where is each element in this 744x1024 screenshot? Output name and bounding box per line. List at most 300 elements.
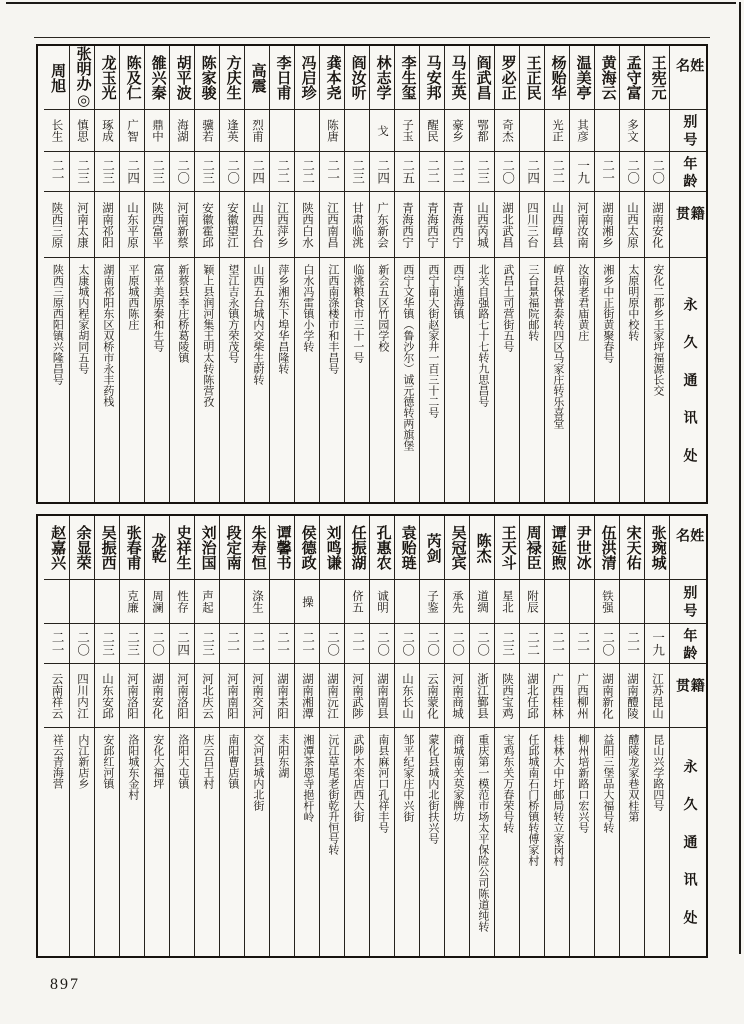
person-name: 龙乾	[149, 532, 166, 563]
person-column	[644, 516, 669, 956]
person-address: 重庆第一模范市场太平保险公司陈道纯转	[476, 734, 489, 932]
person-age-cell	[645, 624, 669, 664]
person-name: 伍洪清	[599, 525, 616, 570]
person-column	[344, 516, 369, 956]
person-age: 二〇	[650, 159, 665, 184]
person-name-cell	[44, 46, 69, 110]
person-alias-cell	[420, 110, 444, 152]
person-address: 武昌土司营街五号	[501, 264, 514, 352]
person-address: 新会五区竹园学校	[376, 264, 389, 352]
person-origin-cell	[470, 664, 494, 728]
person-address-cell	[445, 728, 469, 956]
person-origin-cell	[270, 192, 294, 258]
person-address-cell	[170, 258, 194, 502]
person-alias-cell	[145, 580, 169, 624]
person-age-cell	[145, 624, 169, 664]
person-age-cell	[420, 152, 444, 192]
person-name-cell	[70, 516, 94, 580]
person-name-cell	[470, 516, 494, 580]
person-name-cell	[520, 516, 544, 580]
person-origin-cell	[270, 664, 294, 728]
person-name-cell	[170, 46, 194, 110]
person-age-cell	[120, 152, 144, 192]
person-alias-cell	[320, 580, 344, 624]
person-address: 益阳三堡品大福号转	[601, 734, 614, 833]
person-alias-cell	[320, 110, 344, 152]
person-column	[469, 516, 494, 956]
person-alias: 逢英	[226, 119, 239, 142]
person-column	[544, 46, 569, 502]
header-alias-label	[670, 110, 706, 152]
person-name: 刘治国	[199, 525, 216, 570]
header-address-label	[670, 728, 706, 956]
person-origin-cell	[320, 664, 344, 728]
person-column	[444, 46, 469, 502]
person-age-cell	[170, 624, 194, 664]
person-address: 汝南老君庙黄庄	[576, 264, 589, 341]
person-origin: 湖南南县	[376, 672, 389, 719]
person-alias-cell	[570, 110, 594, 152]
person-origin-cell	[120, 664, 144, 728]
scan-edge-right	[739, 2, 741, 954]
person-address-cell	[370, 728, 394, 956]
person-origin: 广西桂林	[551, 672, 564, 719]
person-alias: 承先	[451, 590, 464, 613]
person-alias: 广智	[126, 119, 139, 142]
person-age: 二一	[550, 631, 565, 656]
person-alias: 涤生	[251, 590, 264, 613]
person-address: 邹平纪家庄中兴街	[401, 734, 414, 822]
person-column	[69, 516, 94, 956]
person-address-cell	[320, 728, 344, 956]
person-name-cell	[295, 46, 319, 110]
person-name-cell	[445, 516, 469, 580]
person-alias: 陈唐	[326, 119, 339, 142]
person-column	[419, 46, 444, 502]
person-address-cell	[145, 258, 169, 502]
person-address: 南县麻河口孔祥丰号	[376, 734, 389, 833]
person-address-cell	[645, 728, 669, 956]
person-name-cell	[395, 516, 419, 580]
person-alias-cell	[520, 110, 544, 152]
person-name: 马安邦	[424, 55, 441, 100]
person-name-cell	[220, 516, 244, 580]
person-origin: 云南蒙化	[426, 672, 439, 719]
person-age: 二一	[325, 159, 340, 184]
person-age-cell	[570, 152, 594, 192]
person-age-cell	[295, 152, 319, 192]
person-address: 三台景福院邮转	[526, 264, 539, 341]
person-address-cell	[595, 728, 619, 956]
person-address-cell	[195, 728, 219, 956]
person-alias-cell	[220, 110, 244, 152]
person-age-cell	[545, 624, 569, 664]
person-age-cell	[445, 152, 469, 192]
person-address: 桂林大中圩邮局转立家岗村	[551, 734, 564, 866]
person-alias: 琢成	[101, 119, 114, 142]
person-alias-cell	[620, 110, 644, 152]
person-name: 刘鸣谦	[324, 525, 341, 570]
person-name: 方庆生	[224, 55, 241, 100]
person-name: 余显荣	[74, 525, 91, 570]
person-alias-cell	[545, 110, 569, 152]
person-origin: 河南太康	[76, 201, 89, 248]
person-name-cell	[495, 516, 519, 580]
person-origin-cell	[595, 192, 619, 258]
person-origin-cell	[345, 664, 369, 728]
person-age: 二二	[275, 159, 290, 184]
top-rule-line	[34, 37, 710, 38]
person-alias: 性存	[176, 590, 189, 613]
person-name: 李生玺	[399, 55, 416, 100]
person-column	[269, 516, 294, 956]
person-alias: 克廉	[126, 590, 139, 613]
person-name-cell	[145, 516, 169, 580]
person-origin: 湖南沅江	[326, 672, 339, 719]
person-name-cell	[420, 46, 444, 110]
person-address-cell	[270, 728, 294, 956]
person-address-cell	[70, 728, 94, 956]
person-age-cell	[620, 152, 644, 192]
person-address: 白水冯雷镇小学转	[301, 264, 314, 352]
person-age: 二一	[350, 631, 365, 656]
person-alias-cell	[95, 110, 119, 152]
person-address-cell	[44, 728, 69, 956]
person-address-cell	[220, 258, 244, 502]
person-address-cell	[145, 728, 169, 956]
person-address-cell	[220, 728, 244, 956]
person-column	[269, 46, 294, 502]
person-name-cell	[245, 516, 269, 580]
person-name: 朱寿恒	[249, 525, 266, 570]
person-alias-cell	[620, 580, 644, 624]
person-age-cell	[645, 152, 669, 192]
person-name-cell	[395, 46, 419, 110]
person-address-cell	[420, 258, 444, 502]
person-column	[544, 516, 569, 956]
person-name: 罗必正	[499, 55, 516, 100]
person-column	[144, 516, 169, 956]
person-age-cell	[595, 152, 619, 192]
header-address-text: 永久通讯处	[681, 297, 697, 487]
person-name: 黄海云	[599, 55, 616, 100]
person-origin-cell	[495, 664, 519, 728]
person-age-cell	[520, 624, 544, 664]
person-column	[619, 516, 644, 956]
person-origin-cell	[44, 192, 69, 258]
person-name: 谭延煦	[549, 525, 566, 570]
person-column	[94, 516, 119, 956]
person-name: 芮剑	[424, 532, 441, 563]
person-name-cell	[370, 516, 394, 580]
person-column	[644, 46, 669, 502]
person-address: 安化大福坪	[151, 734, 164, 789]
person-origin: 青海西宁	[451, 201, 464, 248]
person-origin: 山东长山	[401, 672, 414, 719]
person-origin: 湖北武昌	[501, 201, 514, 248]
person-origin-cell	[44, 664, 69, 728]
person-name-cell	[595, 46, 619, 110]
person-name: 宋天佑	[624, 525, 641, 570]
person-origin: 河南武陟	[351, 672, 364, 719]
person-column	[194, 46, 219, 502]
person-name-cell	[495, 46, 519, 110]
person-address: 任邱城南石门桥镇转傅家村	[526, 734, 539, 866]
person-age: 二一	[300, 631, 315, 656]
person-origin: 云南祥云	[50, 672, 63, 719]
person-age: 二〇	[475, 631, 490, 656]
header-alias-label	[670, 580, 706, 624]
person-name-cell	[470, 46, 494, 110]
person-age: 二一	[575, 631, 590, 656]
person-name: 侯德政	[299, 525, 316, 570]
person-alias-cell	[145, 110, 169, 152]
person-age-cell	[495, 152, 519, 192]
person-address: 洛阳城东金村	[126, 734, 139, 800]
person-address: 交河县城内北街	[251, 734, 264, 811]
person-origin: 四川三台	[526, 201, 539, 248]
person-address: 西宁通海镇	[451, 264, 464, 319]
person-name: 张明办◎	[74, 46, 91, 109]
person-alias-cell	[345, 580, 369, 624]
person-origin: 河南洛阳	[176, 672, 189, 719]
person-name: 张春甫	[124, 525, 141, 570]
person-alias-cell	[395, 580, 419, 624]
person-address-cell	[170, 728, 194, 956]
person-age-cell	[195, 152, 219, 192]
person-origin: 广东新会	[376, 201, 389, 248]
person-name: 孔惠农	[374, 525, 391, 570]
person-origin: 山西五台	[251, 201, 264, 248]
person-alias-cell	[370, 580, 394, 624]
person-name-cell	[245, 46, 269, 110]
person-origin: 安徽望江	[226, 201, 239, 248]
person-column	[169, 46, 194, 502]
person-address: 昆山兴学路四号	[651, 734, 664, 811]
person-column	[94, 46, 119, 502]
person-name-cell	[345, 516, 369, 580]
person-alias-cell	[170, 580, 194, 624]
person-age: 二二	[450, 159, 465, 184]
person-address-cell	[195, 258, 219, 502]
person-name-cell	[545, 516, 569, 580]
person-origin-cell	[645, 192, 669, 258]
person-age-cell	[595, 624, 619, 664]
person-alias: 道绸	[476, 590, 489, 613]
person-age: 二〇	[150, 631, 165, 656]
person-origin-cell	[495, 192, 519, 258]
person-address: 武陟木栾店西大街	[351, 734, 364, 822]
person-age-cell	[395, 152, 419, 192]
person-age: 二〇	[175, 159, 190, 184]
person-origin: 湖南安化	[651, 201, 664, 248]
header-age-text: 年龄	[681, 627, 697, 663]
person-age: 二一	[250, 631, 265, 656]
person-alias-cell	[345, 110, 369, 152]
person-origin-cell	[95, 192, 119, 258]
person-alias-cell	[195, 580, 219, 624]
person-origin-cell	[445, 664, 469, 728]
person-age: 二一	[625, 631, 640, 656]
person-alias-cell	[95, 580, 119, 624]
person-column	[194, 516, 219, 956]
person-alias-cell	[395, 110, 419, 152]
person-origin-cell	[220, 664, 244, 728]
person-alias-cell	[295, 110, 319, 152]
person-column	[594, 516, 619, 956]
person-age-cell	[520, 152, 544, 192]
person-address: 望江吉永镇方荣茂号	[226, 264, 239, 363]
person-address-cell	[445, 258, 469, 502]
person-age-cell	[220, 624, 244, 664]
person-address: 江西南涤楼市和丰昌号	[326, 264, 339, 374]
person-address-cell	[95, 258, 119, 502]
person-column	[119, 46, 144, 502]
person-name-cell	[44, 516, 69, 580]
header-column	[669, 516, 706, 956]
person-origin-cell	[470, 192, 494, 258]
person-origin-cell	[620, 664, 644, 728]
person-name-cell	[195, 46, 219, 110]
person-name-cell	[345, 46, 369, 110]
person-address: 宝鸡东关万春荣号转	[501, 734, 514, 833]
person-origin: 湖南耒阳	[276, 672, 289, 719]
person-alias-cell	[545, 580, 569, 624]
person-column	[469, 46, 494, 502]
person-age: 一九	[575, 159, 590, 184]
person-age: 二一	[600, 159, 615, 184]
person-origin: 山东安邱	[101, 672, 114, 719]
person-address-cell	[520, 728, 544, 956]
person-age: 二一	[50, 159, 65, 184]
person-alias-cell	[470, 580, 494, 624]
header-address-label	[670, 258, 706, 502]
person-column	[394, 46, 419, 502]
person-age: 二〇	[400, 631, 415, 656]
person-name-cell	[570, 516, 594, 580]
person-alias: 操	[301, 595, 314, 608]
person-address: 祥云青海营	[51, 734, 64, 789]
person-address: 西宁文华镇︵鲁沙尔︶诚元德转两旗堡	[401, 264, 414, 451]
person-column	[619, 46, 644, 502]
person-address: 太原明原中校转	[626, 264, 639, 341]
person-address-cell	[545, 258, 569, 502]
person-name-cell	[320, 46, 344, 110]
person-name: 袁贻琏	[399, 525, 416, 570]
person-column	[344, 46, 369, 502]
person-column	[119, 516, 144, 956]
person-origin: 青海西宁	[426, 201, 439, 248]
person-origin-cell	[395, 664, 419, 728]
header-origin-label	[670, 192, 706, 258]
person-alias-cell	[520, 580, 544, 624]
person-age: 二〇	[375, 631, 390, 656]
person-origin-cell	[170, 664, 194, 728]
person-origin-cell	[420, 192, 444, 258]
person-column	[494, 516, 519, 956]
person-address-cell	[320, 258, 344, 502]
person-age: 二〇	[225, 159, 240, 184]
person-alias: 戈	[376, 124, 389, 137]
person-alias: 铁强	[601, 590, 614, 613]
person-address: 颖上县润河集王明太转陈营孜	[201, 264, 214, 407]
person-age-cell	[245, 624, 269, 664]
person-address-cell	[95, 728, 119, 956]
person-alias-cell	[470, 110, 494, 152]
person-age: 二三	[125, 631, 140, 656]
header-alias-text: 别号	[681, 585, 697, 622]
person-age: 二三	[100, 631, 115, 656]
person-alias: 豪乡	[451, 119, 464, 142]
header-age-label	[670, 152, 706, 192]
person-address: 南阳曹店镇	[226, 734, 239, 789]
person-column	[44, 516, 69, 956]
person-address: 山西五台城内交柴生蔚转	[251, 264, 264, 385]
register-table-top	[36, 44, 708, 504]
header-origin-text: 籍贯	[674, 678, 704, 706]
person-origin: 江苏昆山	[651, 672, 664, 719]
person-alias-cell	[370, 110, 394, 152]
person-address-cell	[120, 258, 144, 502]
person-column	[219, 46, 244, 502]
person-alias: 醒民	[426, 119, 439, 142]
person-address: 庆云吕王村	[201, 734, 214, 789]
person-alias: 子玉	[401, 119, 414, 142]
person-age-cell	[270, 624, 294, 664]
header-age-label	[670, 624, 706, 664]
person-name: 李日甫	[274, 55, 291, 100]
person-column	[494, 46, 519, 502]
person-address-cell	[120, 728, 144, 956]
person-alias: 多文	[626, 119, 639, 142]
person-alias-cell	[495, 580, 519, 624]
person-name: 王天斗	[499, 525, 516, 570]
person-origin: 河南南阳	[226, 672, 239, 719]
person-age-cell	[220, 152, 244, 192]
person-alias-cell	[570, 580, 594, 624]
person-address-cell	[295, 728, 319, 956]
person-name-cell	[270, 46, 294, 110]
person-alias: 侪五	[351, 590, 364, 613]
person-origin-cell	[370, 192, 394, 258]
person-alias: 声起	[201, 590, 214, 613]
person-name: 胡平波	[174, 55, 191, 100]
person-age-cell	[95, 624, 119, 664]
person-origin: 山东平原	[126, 201, 139, 248]
person-address-cell	[44, 258, 69, 502]
person-address: 萍乡湘东下埠华昌隆转	[276, 264, 289, 374]
person-age-cell	[70, 624, 94, 664]
person-age-cell	[495, 624, 519, 664]
person-name-cell	[195, 516, 219, 580]
person-name-cell	[95, 516, 119, 580]
person-age: 二四	[525, 159, 540, 184]
person-address: 蒙化县城内北街扶兴号	[426, 734, 439, 844]
person-age-cell	[470, 624, 494, 664]
header-column	[669, 46, 706, 502]
person-name: 马生英	[449, 55, 466, 100]
person-name-cell	[95, 46, 119, 110]
person-alias-cell	[420, 580, 444, 624]
header-age-text: 年龄	[681, 155, 697, 191]
person-column	[519, 516, 544, 956]
person-name: 任振湖	[349, 525, 366, 570]
person-column	[294, 46, 319, 502]
person-name-cell	[645, 516, 669, 580]
person-age-cell	[95, 152, 119, 192]
header-address-text: 永久通讯处	[681, 759, 697, 949]
person-column	[444, 516, 469, 956]
